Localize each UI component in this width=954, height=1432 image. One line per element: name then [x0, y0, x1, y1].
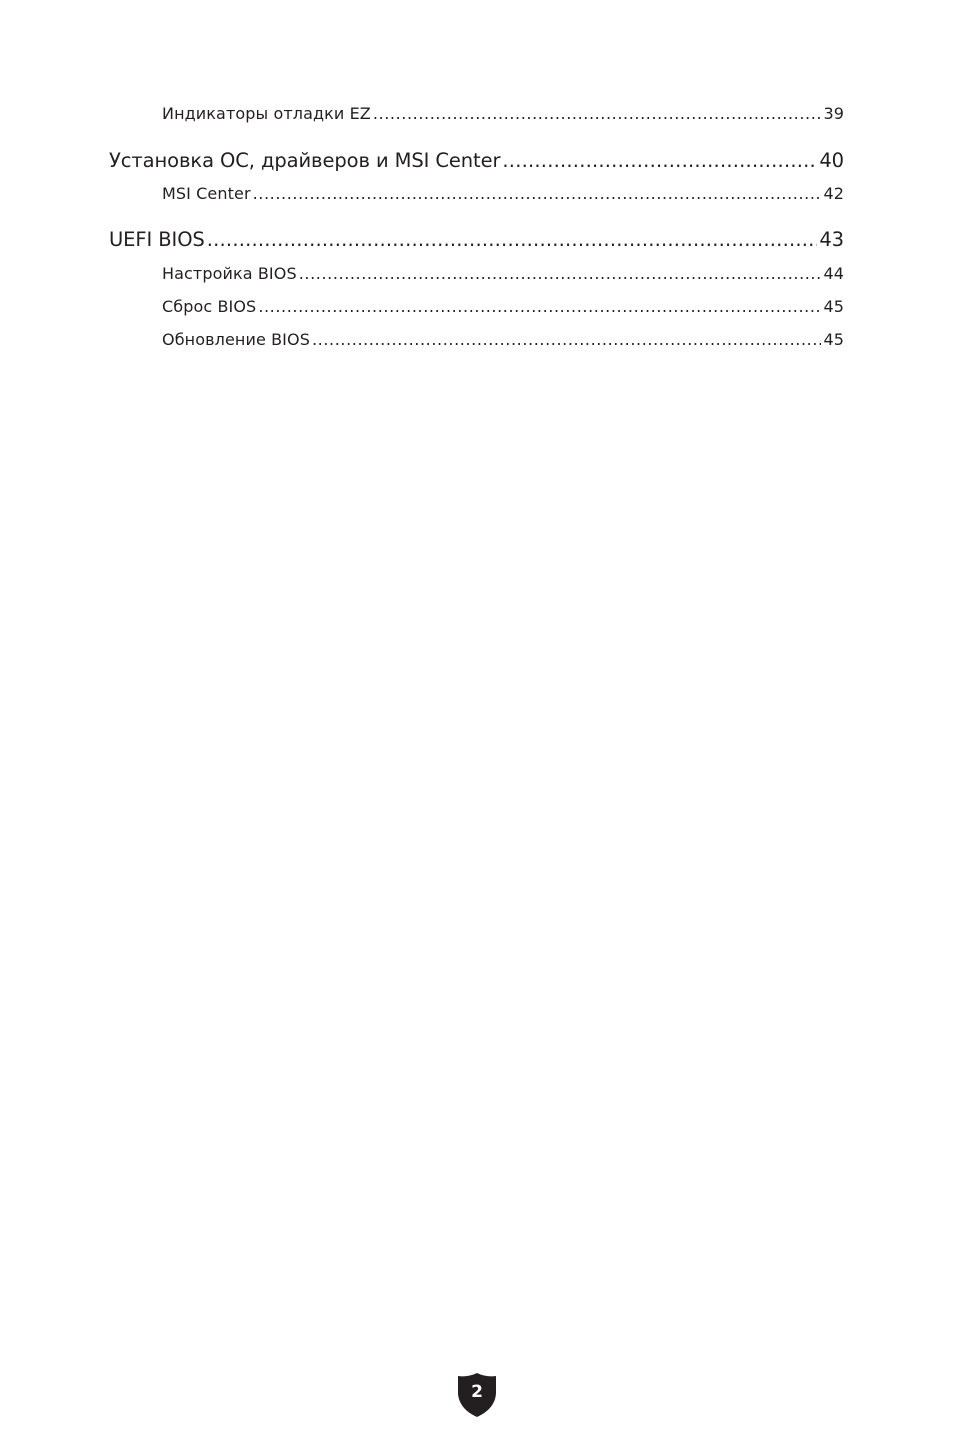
- toc-dot-leader: [258, 297, 821, 316]
- toc-entry-label: Настройка BIOS: [162, 264, 297, 283]
- toc-entry-label: Обновление BIOS: [162, 330, 310, 349]
- toc-entry-msi-center[interactable]: [162, 184, 844, 203]
- toc-entry-page: 40: [819, 149, 844, 172]
- toc-entry-page: 44: [823, 264, 844, 283]
- toc-entry-uefi-bios[interactable]: [109, 228, 844, 251]
- toc-entry-page: 43: [819, 228, 844, 251]
- page-number-badge: [457, 1372, 497, 1418]
- toc-entry-bios-setup[interactable]: [162, 264, 844, 283]
- toc-entry-page: 45: [823, 330, 844, 349]
- table-of-contents: [0, 0, 954, 400]
- toc-entry-os-drivers-msi-center[interactable]: [109, 149, 844, 172]
- toc-entry-bios-reset[interactable]: [162, 297, 844, 316]
- toc-dot-leader: [299, 264, 822, 283]
- toc-entry-page: 45: [823, 297, 844, 316]
- toc-entry-page: 39: [823, 104, 844, 123]
- toc-entry-label: UEFI BIOS: [109, 228, 205, 251]
- toc-dot-leader: [502, 149, 817, 172]
- toc-dot-leader: [373, 104, 822, 123]
- toc-dot-leader: [312, 330, 821, 349]
- toc-dot-leader: [253, 184, 822, 203]
- toc-dot-leader: [207, 228, 818, 251]
- toc-entry-label: Индикаторы отладки EZ: [162, 104, 371, 123]
- page-number: 2: [471, 1382, 483, 1402]
- toc-entry-ez-debug-led[interactable]: [162, 104, 844, 123]
- toc-entry-label: Установка ОС, драйверов и MSI Center: [109, 149, 501, 172]
- toc-entry-bios-update[interactable]: [162, 330, 844, 349]
- toc-entry-label: Сброс BIOS: [162, 297, 257, 316]
- toc-entry-page: 42: [823, 184, 844, 203]
- toc-entry-label: MSI Center: [162, 184, 251, 203]
